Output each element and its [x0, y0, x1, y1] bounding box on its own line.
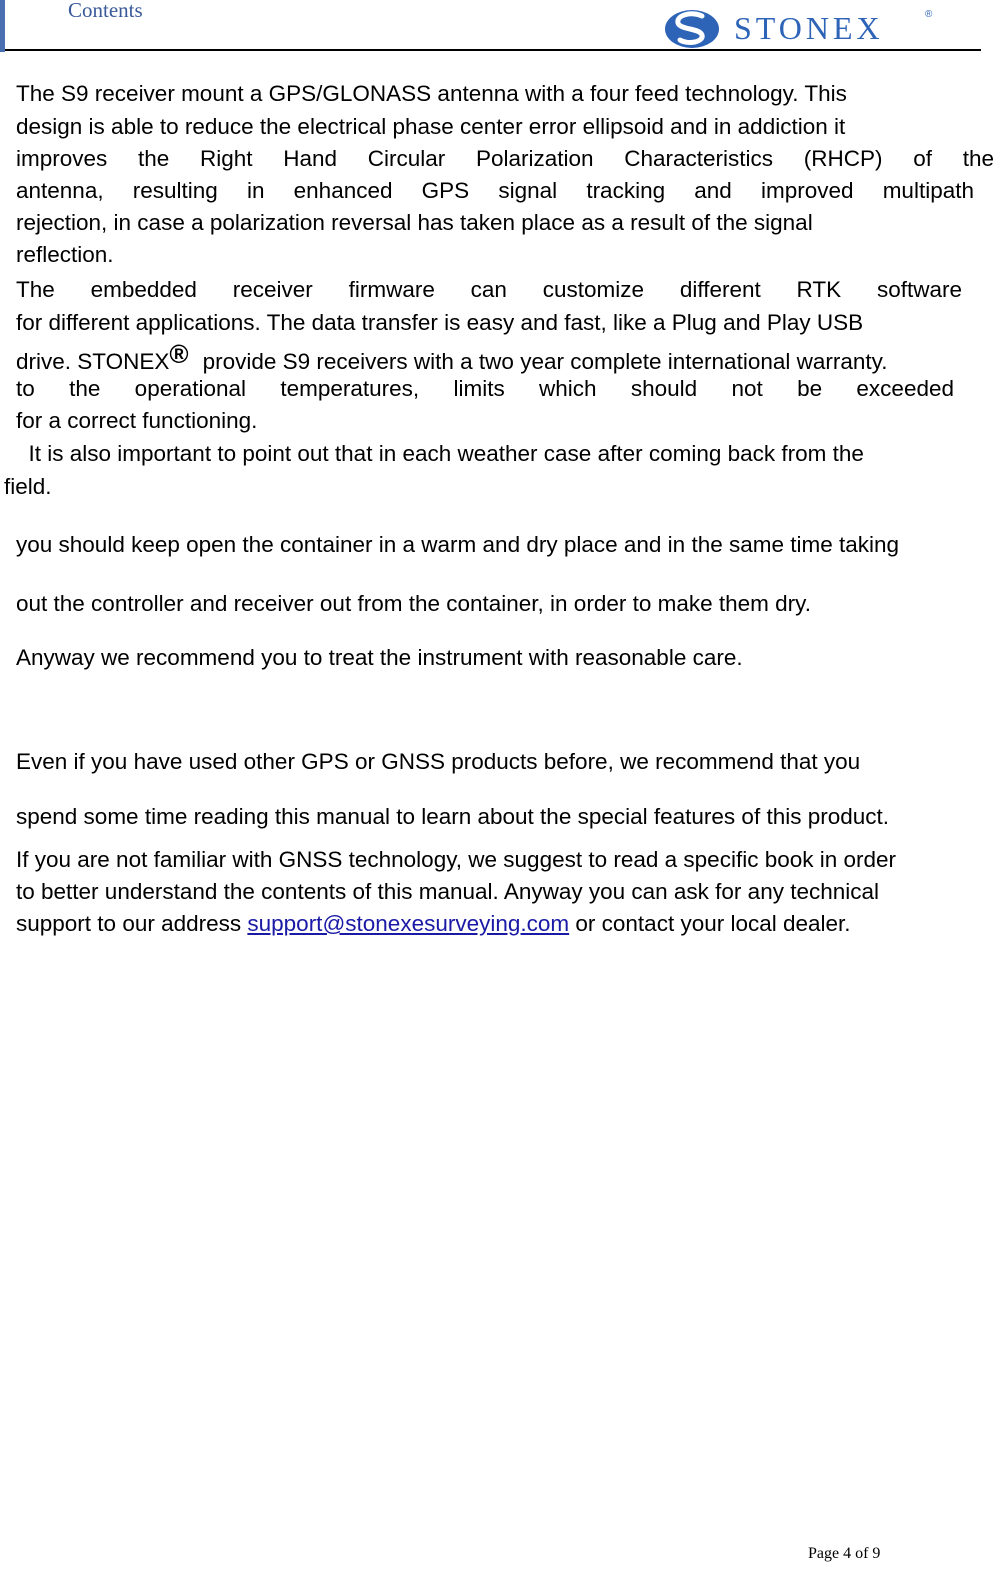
body-line: design is able to reduce the electrical phase center error ellipsoid and in addiction it [16, 114, 846, 139]
body-line: you should keep open the container in a warm and dry place and in the same time taking [16, 532, 900, 557]
body-line: antenna, resulting in enhanced GPS signal tracking and improved multipath [16, 178, 974, 203]
body-line: to better understand the contents of this manual. Anyway you can ask for any technical [16, 879, 880, 904]
body-line: for a correct functioning. [16, 408, 258, 433]
support-email-link[interactable]: support@stonexesurveying.com [247, 911, 570, 936]
body-text: provide S9 receivers with a two year complete international warranty. [202, 349, 888, 374]
body-line: out the controller and receiver out from the container, in order to make them dry. [16, 591, 811, 616]
body-line: The S9 receiver mount a GPS/GLONASS antenna with a four feed technology. This [16, 81, 847, 106]
body-line: It is also important to point out that in each weather case after coming back from the [16, 441, 864, 466]
body-line-contact [16, 907, 994, 940]
body-text: or contact your local dealer. [569, 911, 851, 936]
stonex-logo [662, 2, 942, 52]
logo-text: STONEX [734, 10, 884, 46]
header-title: Contents [68, 0, 143, 22]
body-line: rejection, in case a polarization reversal has taken place as a result of the signal [16, 210, 813, 235]
page-number: Page 4 of 9 [808, 1545, 881, 1562]
header-rule [5, 49, 981, 51]
body-line: for different applications. The data transfer is easy and fast, like a Plug and Play USB [16, 310, 864, 335]
body-line: Even if you have used other GPS or GNSS products before, we recommend that you [16, 749, 861, 774]
body-line: spend some time reading this manual to learn about the special features of this product. [16, 804, 890, 829]
body-line: If you are not familiar with GNSS technology, we suggest to read a specific book in order [16, 847, 897, 872]
body-line: The embedded receiver firmware can customize different RTK software [16, 277, 962, 302]
body-line: improves the Right Hand Circular Polarization Characteristics (RHCP) of the [16, 146, 994, 171]
body-line: reflection. [16, 242, 114, 267]
body-line: Anyway we recommend you to treat the instrument with reasonable care. [16, 645, 743, 670]
header-accent-bar [0, 0, 5, 52]
body-line: to the operational temperatures, limits which should not be exceeded [16, 376, 954, 401]
body-text: drive. STONEX [16, 349, 170, 374]
registered-mark: ® [169, 339, 189, 369]
body-line: field. [4, 474, 52, 499]
body-text: support to our address [16, 911, 248, 936]
logo-registered-mark: ® [925, 9, 933, 20]
